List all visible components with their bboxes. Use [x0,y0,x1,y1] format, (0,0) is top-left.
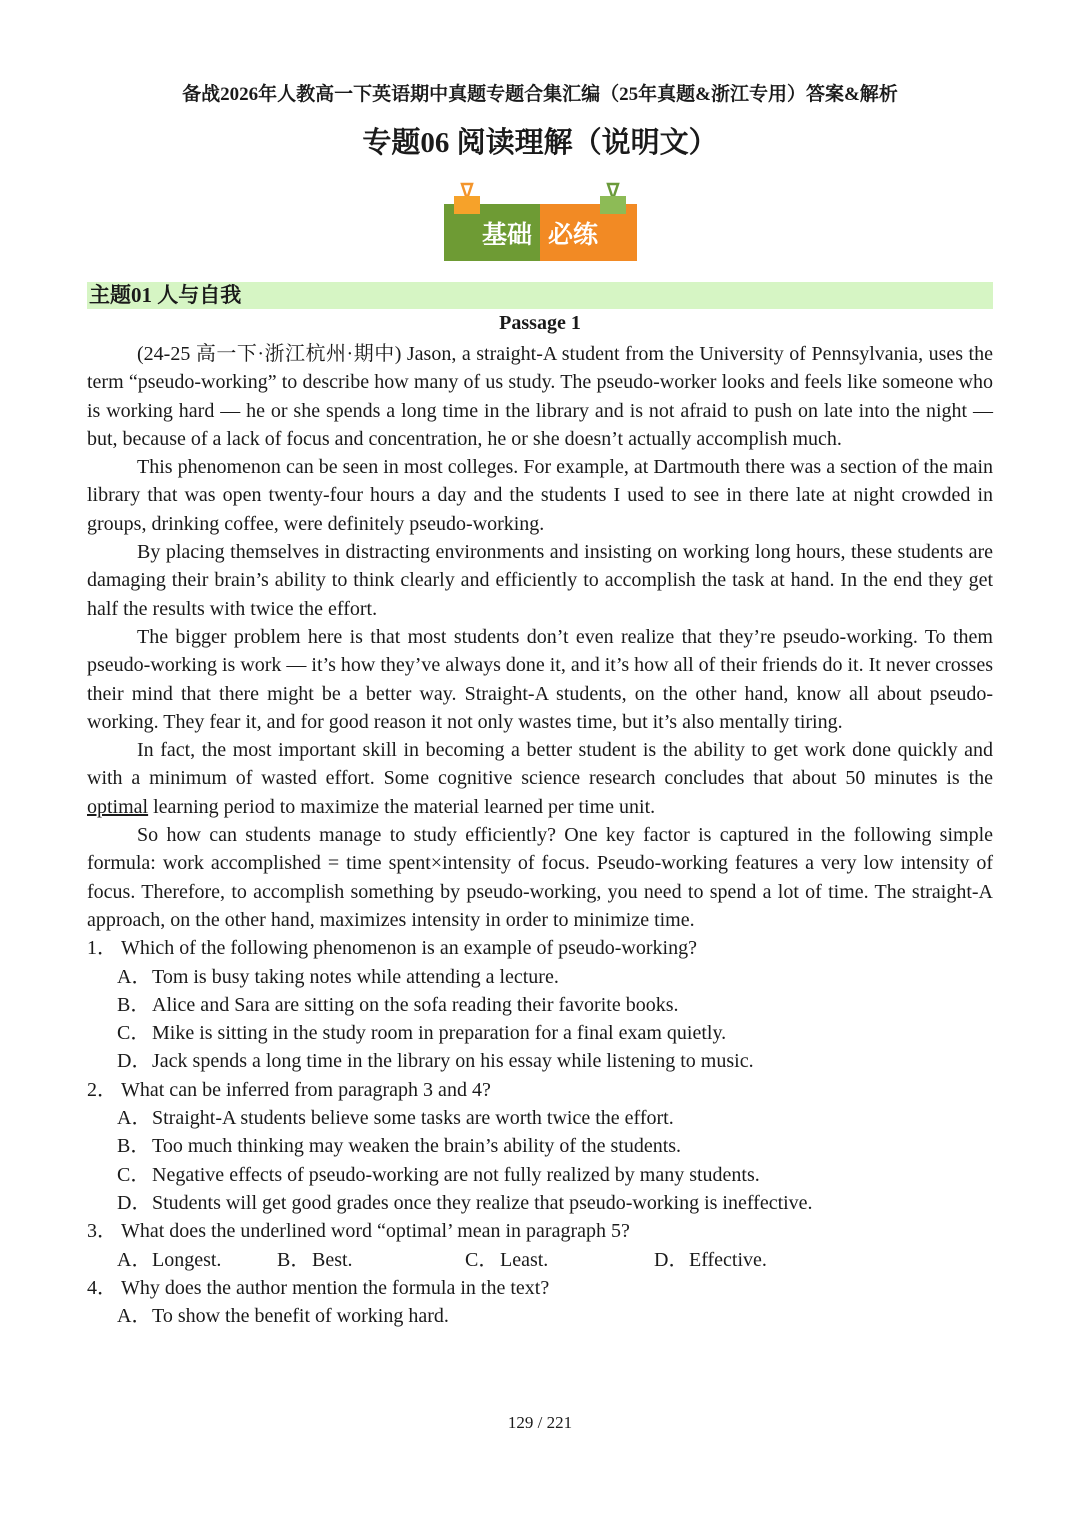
paragraph: (24-25 高一下·浙江杭州·期中) Jason, a straight-A student from the University of Pennsylvania, uses the term “pseudo-working” to describe how many of us study. The pseudo-worker looks and feels like someone who is working hard — he or she spends a long time in the library and is not afraid to push on late into the night — but, because of a lack of focus and concentration, he or she doesn’t actually accomplish much. [87,343,993,450]
paragraph: The bigger problem here is that most students don’t even realize that they’re pseudo-working. To them pseudo-working is work — it’s how they’ve always done it, and it’s how all of their friends do it. It never crosses their mind that there might be a better way. Straight-A students, on the other hand, know all about pseudo-working. They fear it, and for good reason it not only wastes time, but it’s also mentally tiring. [87,625,993,733]
question-2 [87,1076,993,1217]
question-number: 2． [87,1078,117,1101]
option: B．Best. [277,1248,353,1271]
paragraph-text: learning period to maximize the material learned per time unit. [148,795,656,818]
badge-label-practice: 必练 [540,204,637,261]
question-1 [87,934,993,1075]
option: C．Negative effects of pseudo-working are not fully realized by many students. [117,1163,760,1186]
topic-heading: 主题01 人与自我 [87,282,993,309]
question-number: 4． [87,1276,117,1299]
option: A．Longest. [117,1248,222,1271]
underlined-word: optimal [87,795,149,818]
question-text: What can be inferred from paragraph 3 and 4? [121,1078,491,1101]
basic-practice-badge [444,204,637,261]
paragraph: By placing themselves in distracting environments and insisting on working long hours, these students are damaging their brain’s ability to think clearly and efficiently to accomplish the task at hand. In the end they get half the results with twice the effort. [87,541,993,620]
question-text: Which of the following phenomenon is an example of pseudo-working? [121,937,697,960]
question-number: 1． [87,937,117,960]
question-text: What does the underlined word “optimal’ mean in paragraph 5? [121,1220,630,1243]
question-number: 3． [87,1220,117,1243]
option: D．Students will get good grades once they realize that pseudo-working is ineffective. [117,1191,813,1214]
passage-body [87,340,993,1330]
option: C．Least. [465,1248,549,1271]
question-text: Why does the author mention the formula in the text? [121,1276,550,1299]
page-number: 129 / 221 [507,1413,573,1432]
option: D．Effective. [654,1248,767,1271]
option: A．Straight-A students believe some tasks are worth twice the effort. [117,1107,674,1130]
option: B．Too much thinking may weaken the brain’s ability of the students. [117,1135,682,1158]
option: B．Alice and Sara are sitting on the sofa reading their favorite books. [117,993,679,1016]
options-row [87,1246,993,1274]
paragraph [87,736,993,821]
page-title: 专题06 阅读理解（说明文） [362,127,718,159]
paragraph: This phenomenon can be seen in most colleges. For example, at Dartmouth there was a section of the main library that was open twenty-four hours a day and the students I used to see in there late at night crowded in groups, drinking coffee, were definitely pseudo-working. [87,456,993,535]
option: D．Jack spends a long time in the library on his essay while listening to music. [117,1050,754,1073]
document-header: 备战2026年人教高一下英语期中真题专题合集汇编（25年真题&浙江专用）答案&解析 [182,84,898,105]
question-3 [87,1217,993,1274]
question-4 [87,1274,993,1331]
option: A．To show the benefit of working hard. [117,1305,449,1328]
binder-clip-icon [598,182,628,214]
paragraph-text: In fact, the most important skill in becoming a better student is the ability to get work done quickly and with a minimum of wasted effort. Some cognitive science research concludes that about 50 minutes is the [87,739,993,790]
passage-title: Passage 1 [499,312,581,334]
badge-label-basic: 基础 [444,204,540,261]
option: A．Tom is busy taking notes while attending a lecture. [117,965,559,988]
option: C．Mike is sitting in the study room in preparation for a final exam quietly. [117,1022,727,1045]
paragraph: So how can students manage to study efficiently? One key factor is captured in the following simple formula: work accomplished = time spent×intensity of focus. Pseudo-working features a very low intensity of focus. Therefore, to accomplish something by pseudo-working, you need to spend a lot of time. The straight-A approach, on the other hand, maximizes intensity in order to minimize time. [87,824,993,931]
binder-clip-icon [452,182,482,214]
